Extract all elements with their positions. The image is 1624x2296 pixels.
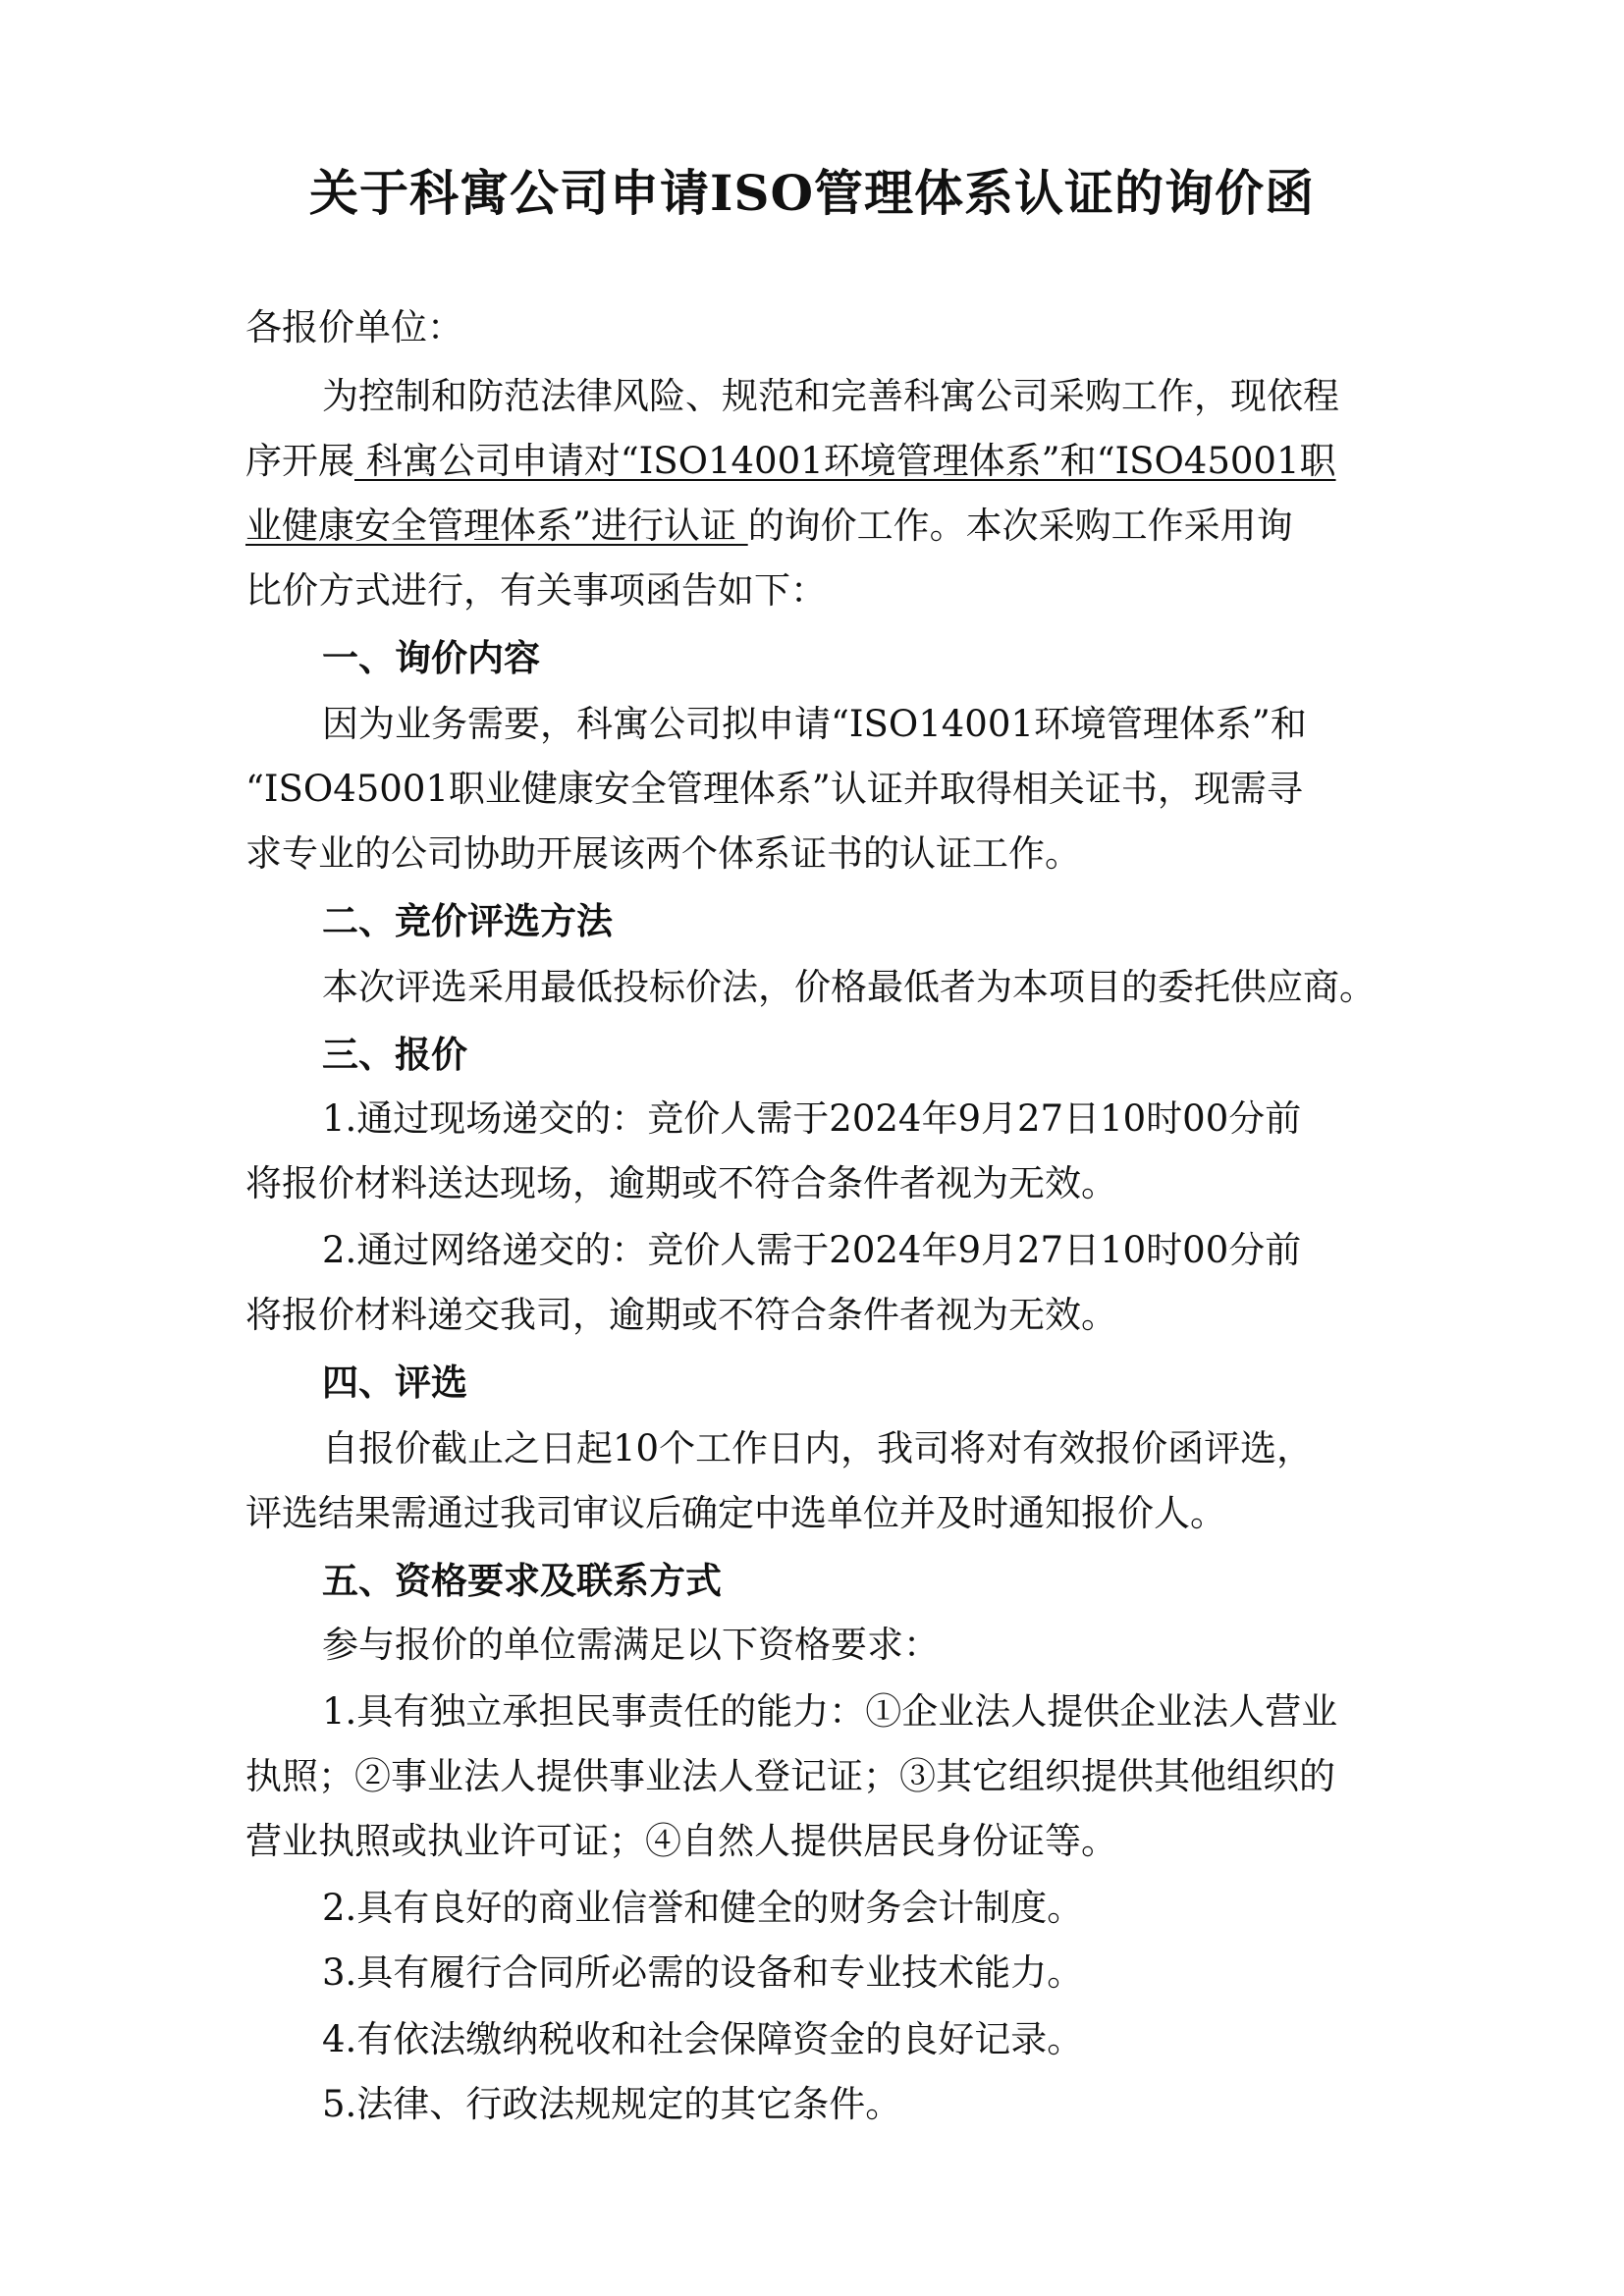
section-4-heading: 四、评选 (322, 1361, 467, 1404)
intro-line-3-post: 的询价工作。本次采购工作采用询 (747, 505, 1293, 547)
section-5-intro: 参与报价的单位需满足以下资格要求： (322, 1624, 940, 1666)
section-3-item-1-line-1: 1.通过现场递交的：竞价人需于2024年9月27日10时00分前 (322, 1097, 1302, 1140)
section-1-heading: 一、询价内容 (322, 636, 540, 679)
section-5-heading: 五、资格要求及联系方式 (322, 1559, 722, 1602)
section-3-item-2-line-1: 2.通过网络递交的：竞价人需于2024年9月27日10时00分前 (322, 1229, 1302, 1271)
project-name-underlined-1: 科寓公司申请对“ISO14001环境管理体系”和“ISO45001职 (354, 440, 1336, 482)
section-1-line-2: “ISO45001职业健康安全管理体系”认证并取得相关证书，现需寻 (245, 768, 1303, 810)
section-3-heading: 三、报价 (322, 1033, 467, 1076)
intro-line-2-pre: 序开展 (245, 440, 354, 482)
section-3-item-2-line-2: 将报价材料递交我司，逾期或不符合条件者视为无效。 (245, 1294, 1117, 1336)
section-5-item-4: 4.有依法缴纳税收和社会保障资金的良好记录。 (322, 2018, 1084, 2060)
section-5-item-1-line-1: 1.具有独立承担民事责任的能力：①企业法人提供企业法人营业 (322, 1690, 1338, 1733)
project-name-underlined-2: 业健康安全管理体系”进行认证 (245, 505, 748, 547)
section-2-line-1: 本次评选采用最低投标价法，价格最低者为本项目的委托供应商。 (322, 966, 1376, 1008)
section-5-item-1-line-2: 执照；②事业法人提供事业法人登记证；③其它组织提供其他组织的 (245, 1755, 1335, 1797)
section-3-item-1-line-2: 将报价材料送达现场，逾期或不符合条件者视为无效。 (245, 1162, 1117, 1204)
section-1-line-3: 求专业的公司协助开展该两个体系证书的认证工作。 (245, 832, 1081, 875)
section-5-item-3: 3.具有履行合同所必需的设备和专业技术能力。 (322, 1951, 1084, 1994)
section-2-heading: 二、竞价评选方法 (322, 899, 613, 942)
intro-line-2 (245, 438, 1384, 485)
salutation: 各报价单位： (245, 306, 463, 348)
intro-line-3 (245, 503, 1384, 550)
intro-line-4: 比价方式进行，有关事项函告如下： (245, 569, 827, 612)
section-4-line-1: 自报价截止之日起10个工作日内，我司将对有效报价函评选， (322, 1427, 1314, 1469)
document-title: 关于科寓公司申请ISO管理体系认证的询价函 (308, 164, 1316, 222)
section-5-item-1-line-3: 营业执照或执业许可证；④自然人提供居民身份证等。 (245, 1820, 1117, 1862)
section-5-item-5: 5.法律、行政法规规定的其它条件。 (322, 2083, 902, 2125)
intro-line-1: 为控制和防范法律风险、规范和完善科寓公司采购工作，现依程 (322, 375, 1339, 417)
section-1-line-1: 因为业务需要，科寓公司拟申请“ISO14001环境管理体系”和 (322, 703, 1307, 745)
section-5-item-2: 2.具有良好的商业信誉和健全的财务会计制度。 (322, 1887, 1084, 1929)
section-4-line-2: 评选结果需通过我司审议后确定中选单位并及时通知报价人。 (245, 1492, 1226, 1534)
